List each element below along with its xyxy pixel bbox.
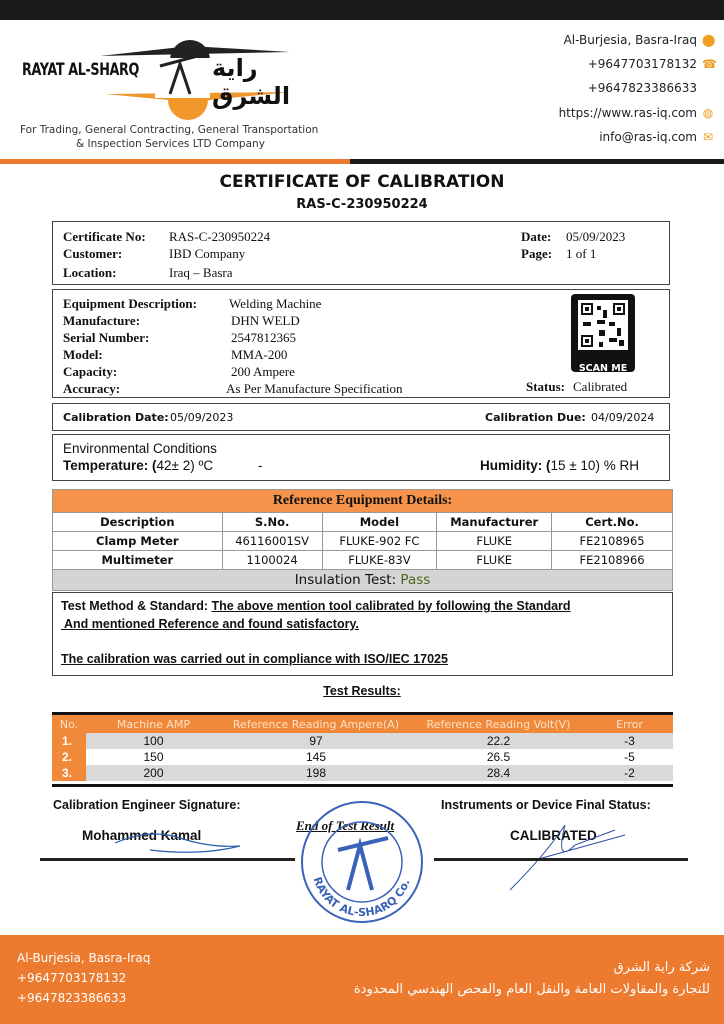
- engineer-signature-line: [40, 858, 295, 861]
- final-status-line: [434, 858, 688, 861]
- table-cell: 198: [221, 765, 411, 781]
- insulation-test-result: Pass: [400, 572, 431, 588]
- envelope-icon: ✉: [702, 130, 714, 144]
- contact-email: [599, 130, 714, 144]
- cert-no-label: Certificate No:: [63, 229, 146, 244]
- qr-code[interactable]: [571, 294, 635, 372]
- end-of-test-result: End of Test Result: [296, 818, 395, 833]
- header-divider-orange: [0, 159, 350, 164]
- table-cell: 97: [221, 733, 411, 749]
- contact-website: [559, 106, 714, 120]
- results-column-header: Reference Reading Volt(V): [411, 715, 586, 733]
- final-status-label: Instruments or Device Final Status:: [441, 798, 651, 812]
- address-text: Al-Burjesia, Basra-Iraq: [563, 33, 697, 47]
- table-row: [53, 532, 673, 551]
- table-cell: FLUKE-902 FC: [322, 532, 437, 551]
- globe-icon: ◍: [702, 106, 714, 120]
- results-column-header: Reference Reading Ampere(A): [221, 715, 411, 733]
- table-cell: -5: [624, 750, 635, 764]
- table-cell: 1100024: [222, 551, 322, 570]
- humidity-value: 15 ± 10) % RH: [550, 458, 639, 473]
- equipment-field-label: Accuracy:: [63, 381, 121, 396]
- table-cell: 46116001SV: [222, 532, 322, 551]
- table-cell: -3: [586, 733, 673, 749]
- qr-code-icon: [571, 294, 635, 356]
- equipment-field-label: Capacity:: [63, 364, 118, 379]
- table-cell: 100: [86, 733, 221, 749]
- reference-column-header: Description: [53, 513, 223, 532]
- header-divider-dark: [350, 159, 724, 164]
- test-method-line-1: The above mention tool calibrated by following the Standard: [211, 599, 571, 613]
- environment-box: [52, 434, 670, 481]
- footer-arabic-line-2: للتجارة والمقاولات العامة والنقل العام والفحص الهندسي المحدودة: [353, 982, 710, 997]
- tagline-2: & Inspection Services LTD Company: [76, 138, 265, 150]
- engineer-signature-label: Calibration Engineer Signature:: [53, 798, 241, 812]
- calibration-date-value: 05/09/2023: [170, 411, 234, 424]
- footer-arabic-line-1: شركة راية الشرق: [613, 960, 710, 975]
- test-method-label: Test Method & Standard:: [61, 599, 208, 613]
- table-row: [53, 551, 673, 570]
- equipment-box: [52, 289, 670, 398]
- status-label: Status:: [526, 379, 566, 394]
- calibration-dates-box: [52, 403, 670, 431]
- table-cell: 22.2: [411, 733, 586, 749]
- customer-value: IBD Company: [169, 246, 246, 261]
- certificate-subtitle: RAS-C-230950224: [296, 197, 428, 212]
- equipment-field-value: 2547812365: [231, 330, 296, 345]
- equipment-field-label: Model:: [63, 347, 103, 362]
- table-row: [52, 765, 673, 781]
- table-cell: 28.4: [411, 765, 586, 781]
- equipment-field-value: As Per Manufacture Specification: [226, 381, 403, 396]
- status-value: Calibrated: [573, 379, 628, 394]
- final-status-value: CALIBRATED: [510, 828, 597, 843]
- equipment-field-value: DHN WELD: [231, 313, 300, 328]
- table-cell: -2: [586, 765, 673, 781]
- table-cell: FE2108965: [552, 532, 673, 551]
- phone-text: +9647823386633: [587, 81, 697, 95]
- results-table-header: [52, 715, 673, 733]
- reference-column-header: Manufacturer: [437, 513, 552, 532]
- reference-table-header: [53, 513, 673, 532]
- results-column-header: No.: [52, 715, 86, 733]
- table-cell: 26.5: [486, 750, 511, 764]
- compliance-statement: The calibration was carried out in compliance with ISO/IEC 17025: [61, 652, 448, 666]
- temperature-value: 42± 2) ºC: [156, 458, 214, 473]
- svg-text:RAYAT AL-SHARQ Co.: RAYAT AL-SHARQ Co.: [310, 875, 413, 920]
- calibration-due-value: 04/09/2024: [591, 411, 655, 424]
- phone-text: +9647703178132: [587, 57, 697, 71]
- table-row: [52, 733, 673, 749]
- footer-address: Al-Burjesia, Basra-Iraq: [17, 951, 151, 965]
- equipment-field-value: MMA-200: [231, 347, 288, 362]
- equipment-field-label: Serial Number:: [63, 330, 150, 345]
- table-cell: FLUKE: [437, 532, 552, 551]
- equipment-field-value: Welding Machine: [229, 296, 322, 311]
- final-status-signature-scribble: [505, 815, 635, 895]
- table-cell: Multimeter: [53, 551, 223, 570]
- reference-table-title: Reference Equipment Details:: [53, 490, 673, 513]
- logo-text-ar: راية الشرق: [212, 54, 291, 110]
- company-logo: [20, 24, 320, 124]
- dash: -: [258, 458, 263, 473]
- contact-phone-1: [587, 57, 717, 71]
- website-link[interactable]: https://www.ras-iq.com: [558, 106, 697, 120]
- equipment-field-value: 200 Ampere: [231, 364, 295, 379]
- footer-phone-2: +9647823386633: [17, 991, 127, 1005]
- calibration-due-label: Calibration Due:: [485, 411, 586, 424]
- test-method-box: [52, 592, 673, 676]
- temperature-label: Temperature: (: [63, 458, 157, 473]
- table-cell: 1.: [52, 733, 86, 749]
- table-cell: FE2108966: [552, 551, 673, 570]
- reference-column-header: Cert.No.: [552, 513, 673, 532]
- footer-contacts: [17, 948, 150, 1008]
- email-link[interactable]: info@ras-iq.com: [599, 130, 697, 144]
- company-stamp: [298, 800, 426, 924]
- reference-column-header: Model: [322, 513, 437, 532]
- equipment-field-label: Manufacture:: [63, 313, 141, 328]
- location-label: Location:: [63, 265, 117, 280]
- certificate-title: CERTIFICATE OF CALIBRATION: [219, 172, 505, 192]
- certificate-info-box: [52, 221, 670, 285]
- tagline-1: For Trading, General Contracting, General Transportation: [20, 124, 319, 136]
- test-results-table: [52, 715, 673, 781]
- table-cell: FLUKE-83V: [322, 551, 437, 570]
- insulation-test-label: Insulation Test:: [294, 572, 397, 588]
- environment-title: Environmental Conditions: [63, 441, 217, 456]
- temperature: [63, 458, 213, 473]
- contact-address: [564, 33, 714, 47]
- table-cell: Clamp Meter: [53, 532, 223, 551]
- results-bottom-rule: [52, 784, 673, 787]
- test-method: [61, 599, 571, 613]
- page-value: 1 of 1: [566, 246, 597, 261]
- reference-equipment-table: [52, 489, 673, 591]
- humidity: [480, 458, 639, 473]
- location-pin-icon: ⬤: [702, 33, 716, 47]
- test-method-line-2: And mentioned Reference and found satisfactory.: [61, 617, 359, 631]
- stamp-seal-icon: [298, 800, 426, 924]
- engineer-name: Mohammed Kamal: [82, 828, 202, 843]
- date-value: 05/09/2023: [566, 229, 626, 244]
- table-row: [52, 749, 673, 765]
- top-bar: [0, 0, 724, 20]
- table-cell: 3.: [52, 765, 86, 781]
- table-cell: 2.: [52, 749, 86, 765]
- humidity-label: Humidity: (: [480, 458, 551, 473]
- customer-label: Customer:: [63, 246, 123, 261]
- page-label: Page:: [521, 246, 553, 261]
- table-cell: 200: [86, 765, 221, 781]
- results-column-header: Error: [586, 715, 673, 733]
- location-value: Iraq – Basra: [169, 265, 233, 280]
- test-results-title: Test Results:: [323, 684, 401, 698]
- insulation-test-row: [53, 570, 673, 591]
- results-column-header: Machine AMP: [86, 715, 221, 733]
- equipment-field-label: Equipment Description:: [63, 296, 197, 311]
- reference-column-header: S.No.: [222, 513, 322, 532]
- footer-phone-1: +9647703178132: [17, 971, 127, 985]
- footer-arabic: [354, 957, 710, 1001]
- scan-me-label: SCAN ME: [578, 363, 628, 374]
- logo-text-en: RAYAT AL-SHARQ: [22, 60, 139, 80]
- table-cell: FLUKE: [437, 551, 552, 570]
- phone-icon: ☎: [702, 57, 717, 71]
- cert-no-value: RAS-C-230950224: [169, 229, 271, 244]
- calibration-date-label: Calibration Date:: [63, 411, 169, 424]
- contact-phone-2: [588, 81, 697, 95]
- engineer-signature-scribble: [110, 818, 250, 858]
- date-label: Date:: [521, 229, 552, 244]
- footer: [0, 935, 724, 1024]
- table-cell: 145: [305, 750, 327, 764]
- table-cell: 150: [143, 750, 164, 764]
